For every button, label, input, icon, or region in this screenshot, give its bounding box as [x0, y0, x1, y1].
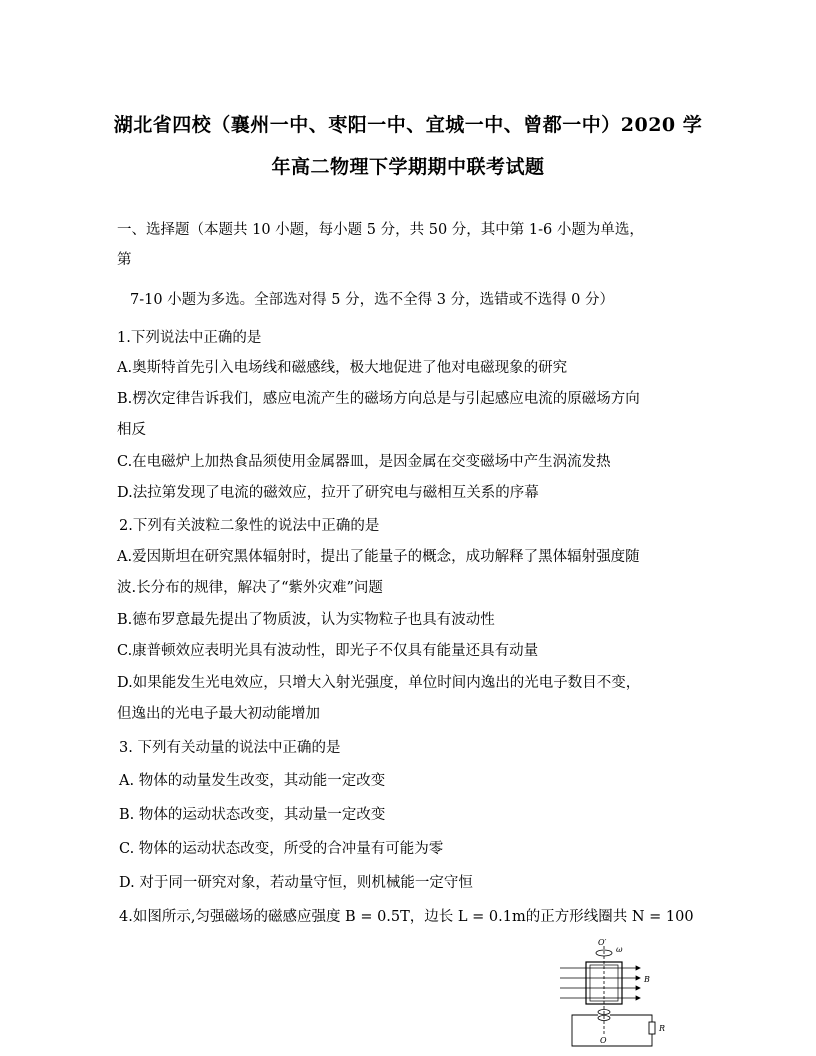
axis-top-label: O′: [598, 938, 607, 947]
circuit-wire: [610, 1015, 652, 1022]
question-3-stem: 3. 下列有关动量的说法中正确的是: [119, 740, 341, 756]
rotating-coil-figure: [552, 938, 668, 1054]
question-4-stem: 4.如图所示,匀强磁场的磁感应强度 B = 0.5T，边长 L = 0.1m的正方形线圈共 N = 100: [119, 909, 694, 925]
resistor-r-label: R: [659, 1024, 666, 1033]
question-1-option-b: B.楞次定律告诉我们，感应电流产生的磁场方向总是与引起感应电流的原磁场方向: [117, 391, 640, 407]
question-1-option-a: A.奥斯特首先引入电场线和磁感线，极大地促进了他对电磁现象的研究: [117, 360, 568, 376]
field-b-label: B: [644, 975, 650, 984]
question-1-option-b-continued: 相反: [117, 422, 146, 438]
field-arrow: [636, 996, 640, 1000]
question-2-option-d-continued: 但逸出的光电子最大初动能增加: [117, 706, 320, 722]
axis-bottom-label: O: [600, 1036, 607, 1045]
document-title-line-1: 湖北省四校（襄州一中、枣阳一中、宜城一中、曾都一中）2020 学: [113, 114, 703, 136]
section-instructions-line-1: 一、选择题（本题共 10 小题，每小题 5 分，共 50 分，其中第 1-6 小题为单选，: [117, 222, 644, 238]
question-2-option-d: D.如果能发生光电效应，只增大入射光强度，单位时间内逸出的光电子数目不变，: [117, 675, 641, 691]
question-3-option-b: B. 物体的运动状态改变，其动量一定改变: [119, 807, 386, 823]
field-arrow: [636, 986, 640, 990]
document-title-line-2: 年高二物理下学期期中联考试题: [271, 156, 545, 178]
circuit-wire: [572, 1015, 652, 1046]
section-instructions-line-3: 7-10 小题为多选。全部选对得 5 分，选不全得 3 分，选错或不选得 0 分）: [130, 292, 615, 308]
field-arrow: [636, 966, 640, 970]
rotating-coil-diagram: [552, 938, 668, 1054]
question-3-option-a: A. 物体的动量发生改变，其动能一定改变: [119, 773, 386, 789]
question-1-option-d: D.法拉第发现了电流的磁效应，拉开了研究电与磁相互关系的序幕: [117, 485, 539, 501]
question-1-stem: 1.下列说法中正确的是: [117, 330, 262, 346]
question-2-option-a: A.爱因斯坦在研究黑体辐射时，提出了能量子的概念，成功解释了黑体辐射强度随: [117, 549, 640, 565]
field-arrow: [636, 976, 640, 980]
question-2-stem: 2.下列有关波粒二象性的说法中正确的是: [119, 518, 380, 534]
question-2-option-b: B.德布罗意最先提出了物质波，认为实物粒子也具有波动性: [117, 612, 495, 628]
section-instructions-line-2: 第: [117, 252, 132, 268]
question-3-option-d: D. 对于同一研究对象，若动量守恒，则机械能一定守恒: [119, 875, 473, 891]
question-3-option-c: C. 物体的运动状态改变，所受的合冲量有可能为零: [119, 841, 444, 857]
question-2-option-a-continued: 波.长分布的规律，解决了“紫外灾难”问题: [117, 580, 383, 596]
question-1-option-c: C.在电磁炉上加热食品须使用金属器皿，是因金属在交变磁场中产生涡流发热: [117, 454, 611, 470]
question-2-option-c: C.康普顿效应表明光具有波动性，即光子不仅具有能量还具有动量: [117, 643, 539, 659]
resistor: [649, 1022, 655, 1034]
angular-velocity-label: ω: [616, 945, 623, 954]
